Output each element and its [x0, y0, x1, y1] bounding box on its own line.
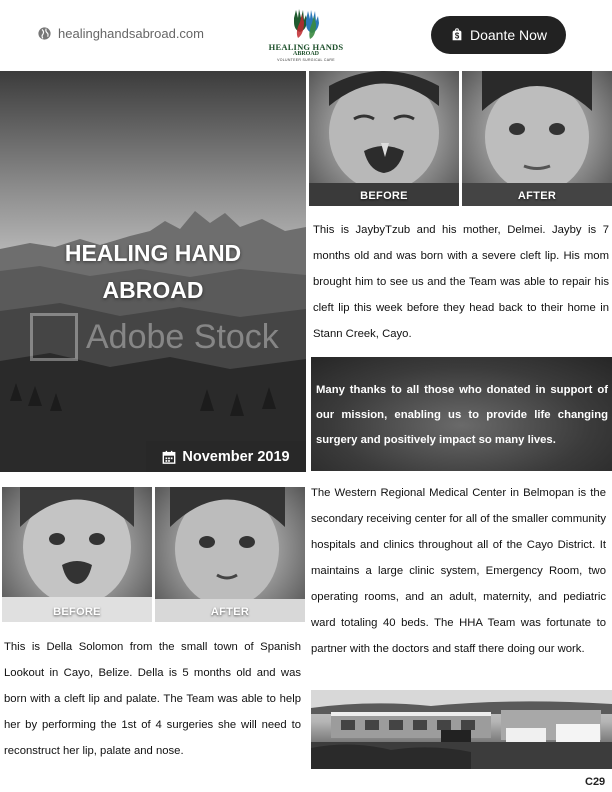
- hospital-description: The Western Regional Medical Center in Belmopan is the secondary receiving center for all of the smaller community hospitals and clinics throughout all of the Cayo District. It maintains a large clinic system, Emergency Room, two operating rooms, and an adult, maternity, and pediatric ward totaling 40 beds. The HHA Team was fortunate to partner with the doctors and staff there doing our work.: [311, 487, 606, 655]
- logo-line-2: ABROAD: [292, 51, 319, 57]
- logo-line-3: VOLUNTEER SURGICAL CARE: [277, 58, 335, 62]
- donate-label: Doante Now: [469, 27, 548, 43]
- page-number: C29: [585, 776, 606, 788]
- stock-watermark: [30, 313, 279, 361]
- hands-logo-icon: [268, 6, 344, 42]
- after-label: AFTER: [210, 606, 250, 618]
- baby-face: [2, 487, 152, 622]
- case1-story: This is JaybyTzub and his mother, Delmei. Jayby is 7 months old and was born with a severe cleft lip. His mom brought him to see us and the Team was able to repair his cleft lip this week before they head back to their home in Stann Creek, Cayo.: [313, 224, 609, 340]
- baby-face: [309, 71, 459, 206]
- calendar-icon: [162, 450, 176, 464]
- before-photo-jayby: [309, 71, 459, 206]
- baby-face: [155, 487, 305, 622]
- before-label: BEFORE: [53, 606, 101, 618]
- logo: [268, 6, 344, 66]
- hero-title: [0, 235, 306, 309]
- thanks-text: Many thanks to all those who donated in support of our mission, enabling us to provide life changing surgery and positively impact so many lives.: [316, 384, 608, 446]
- logo-line-1: HEALING HANDS: [268, 42, 344, 52]
- case2-story: This is Della Solomon from the small town of Spanish Lookout in Cayo, Belize. Della is 5 months old and was born with a cleft lip and palate. The Team was able to help her by performing the 1st of 4 surgeries she will need to reconstruct her lip, palate and nose.: [4, 641, 301, 757]
- hospital-photo: [311, 690, 612, 769]
- website-link[interactable]: [38, 26, 204, 41]
- hospital-building: [311, 690, 612, 769]
- after-label: AFTER: [517, 190, 557, 202]
- watermark-logo-icon: [30, 313, 78, 361]
- hero-title-line-1: HEALING HAND: [64, 240, 242, 266]
- thanks-banner: [311, 357, 612, 471]
- svg-text:$: $: [454, 31, 460, 41]
- baby-face: [462, 71, 612, 206]
- website-text: healinghandsabroad.com: [58, 26, 204, 41]
- date-badge: [146, 441, 306, 472]
- before-label: BEFORE: [360, 190, 408, 202]
- before-photo-della: [2, 487, 152, 622]
- date-text: November 2019: [182, 448, 290, 465]
- hero-title-line-2: ABROAD: [102, 277, 204, 303]
- after-photo-jayby: [462, 71, 612, 206]
- watermark-text: Adobe Stock: [86, 317, 279, 356]
- donate-icon: [450, 28, 464, 42]
- hero-image: [0, 71, 306, 472]
- donate-button[interactable]: [431, 16, 566, 54]
- globe-icon: [38, 27, 51, 40]
- after-photo-della: [155, 487, 305, 622]
